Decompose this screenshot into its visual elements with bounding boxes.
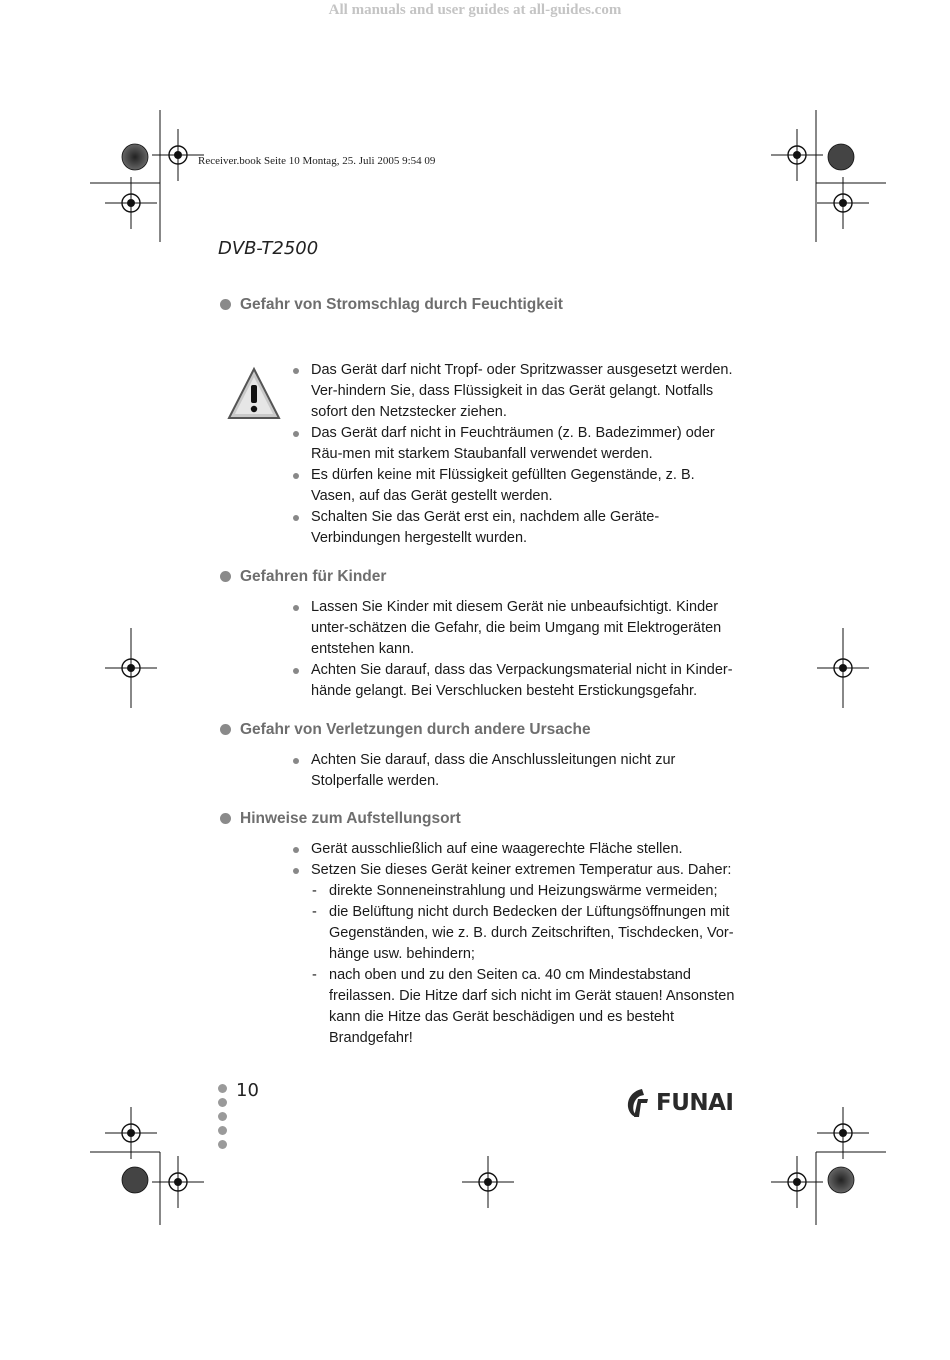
list-item: Setzen Sie dieses Gerät keiner extremen Temperatur aus. Daher: [291,860,741,881]
print-slug: Receiver.book Seite 10 Montag, 25. Juli 2005 9:54 09 [198,155,436,167]
list-item: Achten Sie darauf, dass das Verpackungsmaterial nicht in Kinder-hände gelangt. Bei Verschlucken besteht Erstickungsgefahr. [291,660,741,702]
list-item: Schalten Sie das Gerät erst ein, nachdem alle Geräte-Verbindungen hergestellt wurden. [291,507,741,549]
children-list [291,597,741,702]
list-item: Gerät ausschließlich auf eine waagerechte Fläche stellen. [291,839,741,860]
list-item: Lassen Sie Kinder mit diesem Gerät nie unbeaufsichtigt. Kinder unter-schätzen die Gefahr, die beim Umgang mit Elektrogeräten entstehen kann. [291,597,741,660]
list-item: Das Gerät darf nicht Tropf- oder Spritzwasser ausgesetzt werden. Ver-hindern Sie, dass Flüssigkeit in das Gerät gelangt. Notfalls sofort den Netzstecker ziehen. [291,360,741,423]
sub-list-item: - direkte Sonneneinstrahlung und Heizungswärme vermeiden; [291,881,741,902]
section-title-children: Gefahren für Kinder [220,568,386,586]
brand-text: FUNAI [656,1090,734,1116]
funai-logo-icon [622,1087,652,1119]
list-item: Achten Sie darauf, dass die Anschlussleitungen nicht zur Stolperfalle werden. [291,750,741,792]
section-title-moisture: Gefahr von Stromschlag durch Feuchtigkeit [220,296,563,314]
section-bullet [220,571,231,582]
injury-list [291,750,741,792]
model-name: DVB-T2500 [218,238,319,259]
section-bullet [220,813,231,824]
sub-list-item: - die Belüftung nicht durch Bedecken der Lüftungsöffnungen mit Gegenständen, wie z. B. durch Zeitschriften, Tischdecken, Vor-hänge usw. behindern; [291,902,741,965]
section-title-injury: Gefahr von Verletzungen durch andere Ursache [220,721,591,739]
page-dots [218,1084,227,1154]
page-number: 10 [236,1080,259,1101]
sub-list-item: - nach oben und zu den Seiten ca. 40 cm Mindestabstand freilassen. Die Hitze darf sich nicht im Gerät stauen! Ansonsten kann die Hitze das Gerät beschädigen und es besteht Brandgefahr! [291,965,741,1049]
list-item: Es dürfen keine mit Flüssigkeit gefüllten Gegenstände, z. B. Vasen, auf das Gerät gestellt werden. [291,465,741,507]
location-list [291,839,741,1049]
moisture-list [291,360,741,549]
watermark: All manuals and user guides at all-guides.com [328,2,622,18]
warning-triangle-icon [226,366,282,422]
brand-logo [622,1087,734,1119]
section-title-location: Hinweise zum Aufstellungsort [220,810,461,828]
section-bullet [220,299,231,310]
section-bullet [220,724,231,735]
list-item: Das Gerät darf nicht in Feuchträumen (z. B. Badezimmer) oder Räu-men mit starkem Staubanfall verwendet werden. [291,423,741,465]
